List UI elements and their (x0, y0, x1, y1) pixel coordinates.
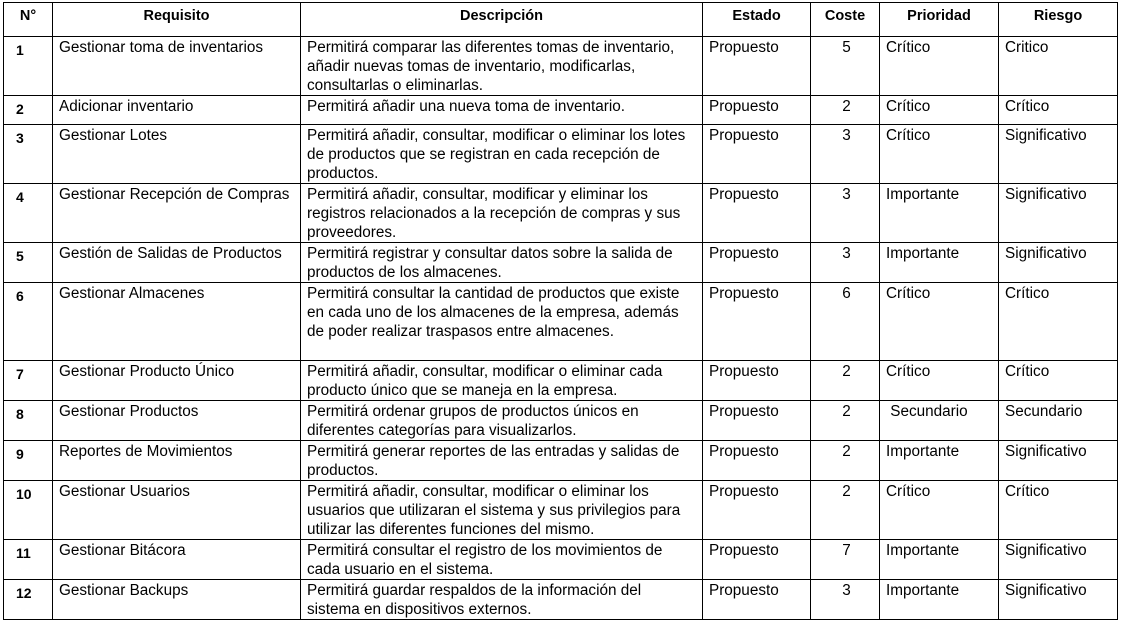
cell-estado: Propuesto (703, 361, 811, 401)
cell-estado: Propuesto (703, 243, 811, 283)
cell-coste: 2 (811, 441, 880, 481)
cell-coste: 3 (811, 125, 880, 184)
cell-coste: 2 (811, 96, 880, 125)
cell-prioridad: Importante (880, 243, 999, 283)
cell-riesgo: Crítico (999, 481, 1118, 540)
cell-num: 2 (4, 96, 53, 125)
cell-prioridad: Crítico (880, 37, 999, 96)
cell-num: 4 (4, 184, 53, 243)
cell-riesgo: Crítico (999, 96, 1118, 125)
cell-requisito: Gestionar Usuarios (53, 481, 301, 540)
cell-estado: Propuesto (703, 184, 811, 243)
header-estado: Estado (703, 3, 811, 37)
table-row (4, 580, 1118, 620)
cell-prioridad: Importante (880, 580, 999, 620)
cell-requisito: Gestionar toma de inventarios (53, 37, 301, 96)
cell-estado: Propuesto (703, 580, 811, 620)
cell-prioridad: Importante (880, 540, 999, 580)
cell-coste: 5 (811, 37, 880, 96)
table-row (4, 283, 1118, 361)
cell-num: 10 (4, 481, 53, 540)
header-riesgo: Riesgo (999, 3, 1118, 37)
cell-requisito: Gestionar Productos (53, 401, 301, 441)
table-row (4, 125, 1118, 184)
cell-descripcion: Permitirá comparar las diferentes tomas de inventario, añadir nuevas tomas de inventario, modificarlas, consultarlas o eliminarlas. (301, 37, 703, 96)
cell-num: 5 (4, 243, 53, 283)
cell-coste: 7 (811, 540, 880, 580)
cell-coste: 3 (811, 243, 880, 283)
cell-descripcion: Permitirá añadir, consultar, modificar y eliminar los registros relacionados a la recepción de compras y sus proveedores. (301, 184, 703, 243)
cell-prioridad: Importante (880, 184, 999, 243)
cell-requisito: Gestión de Salidas de Productos (53, 243, 301, 283)
cell-riesgo: Critico (999, 37, 1118, 96)
header-descripcion: Descripción (301, 3, 703, 37)
cell-descripcion: Permitirá añadir una nueva toma de inventario. (301, 96, 703, 125)
cell-estado: Propuesto (703, 540, 811, 580)
cell-descripcion: Permitirá consultar la cantidad de productos que existe en cada uno de los almacenes de la empresa, además de poder realizar traspasos entre almacenes. (301, 283, 703, 361)
header-prioridad: Prioridad (880, 3, 999, 37)
cell-prioridad: Secundario (880, 401, 999, 441)
cell-descripcion: Permitirá consultar el registro de los movimientos de cada usuario en el sistema. (301, 540, 703, 580)
cell-riesgo: Crítico (999, 361, 1118, 401)
cell-estado: Propuesto (703, 125, 811, 184)
cell-prioridad: Crítico (880, 481, 999, 540)
cell-requisito: Gestionar Producto Único (53, 361, 301, 401)
header-num: N° (4, 3, 53, 37)
cell-requisito: Gestionar Recepción de Compras (53, 184, 301, 243)
cell-num: 6 (4, 283, 53, 361)
cell-prioridad: Crítico (880, 361, 999, 401)
table-row (4, 37, 1118, 96)
cell-coste: 3 (811, 184, 880, 243)
cell-descripcion: Permitirá generar reportes de las entradas y salidas de productos. (301, 441, 703, 481)
cell-estado: Propuesto (703, 283, 811, 361)
cell-estado: Propuesto (703, 481, 811, 540)
cell-prioridad: Importante (880, 441, 999, 481)
cell-riesgo: Significativo (999, 540, 1118, 580)
table-row (4, 481, 1118, 540)
cell-descripcion: Permitirá registrar y consultar datos sobre la salida de productos de los almacenes. (301, 243, 703, 283)
table-row (4, 361, 1118, 401)
cell-requisito: Gestionar Almacenes (53, 283, 301, 361)
cell-coste: 2 (811, 361, 880, 401)
cell-requisito: Gestionar Bitácora (53, 540, 301, 580)
cell-num: 8 (4, 401, 53, 441)
cell-estado: Propuesto (703, 441, 811, 481)
cell-prioridad: Crítico (880, 96, 999, 125)
cell-descripcion: Permitirá añadir, consultar, modificar o eliminar los lotes de productos que se registran en cada recepción de productos. (301, 125, 703, 184)
cell-num: 9 (4, 441, 53, 481)
table-row (4, 540, 1118, 580)
header-row (4, 3, 1118, 37)
cell-riesgo: Secundario (999, 401, 1118, 441)
cell-requisito: Reportes de Movimientos (53, 441, 301, 481)
cell-riesgo: Significativo (999, 125, 1118, 184)
cell-num: 3 (4, 125, 53, 184)
cell-riesgo: Significativo (999, 184, 1118, 243)
table-row (4, 96, 1118, 125)
cell-riesgo: Significativo (999, 580, 1118, 620)
cell-num: 12 (4, 580, 53, 620)
cell-coste: 3 (811, 580, 880, 620)
cell-prioridad: Crítico (880, 283, 999, 361)
cell-estado: Propuesto (703, 96, 811, 125)
cell-requisito: Gestionar Backups (53, 580, 301, 620)
cell-riesgo: Crítico (999, 283, 1118, 361)
cell-descripcion: Permitirá guardar respaldos de la información del sistema en dispositivos externos. (301, 580, 703, 620)
cell-descripcion: Permitirá añadir, consultar, modificar o eliminar cada producto único que se maneja en la empresa. (301, 361, 703, 401)
cell-riesgo: Significativo (999, 441, 1118, 481)
cell-descripcion: Permitirá añadir, consultar, modificar o eliminar los usuarios que utilizaran el sistema y sus privilegios para utilizar las diferentes funciones del mismo. (301, 481, 703, 540)
table-row (4, 401, 1118, 441)
table-row (4, 184, 1118, 243)
header-requisito: Requisito (53, 3, 301, 37)
header-coste: Coste (811, 3, 880, 37)
cell-descripcion: Permitirá ordenar grupos de productos únicos en diferentes categorías para visualizarlos. (301, 401, 703, 441)
table-row (4, 441, 1118, 481)
cell-riesgo: Significativo (999, 243, 1118, 283)
cell-num: 11 (4, 540, 53, 580)
cell-num: 1 (4, 37, 53, 96)
table-row (4, 243, 1118, 283)
requirements-table (3, 2, 1118, 620)
cell-requisito: Adicionar inventario (53, 96, 301, 125)
cell-num: 7 (4, 361, 53, 401)
cell-coste: 2 (811, 481, 880, 540)
cell-estado: Propuesto (703, 37, 811, 96)
cell-prioridad: Crítico (880, 125, 999, 184)
cell-coste: 6 (811, 283, 880, 361)
cell-requisito: Gestionar Lotes (53, 125, 301, 184)
cell-coste: 2 (811, 401, 880, 441)
cell-estado: Propuesto (703, 401, 811, 441)
